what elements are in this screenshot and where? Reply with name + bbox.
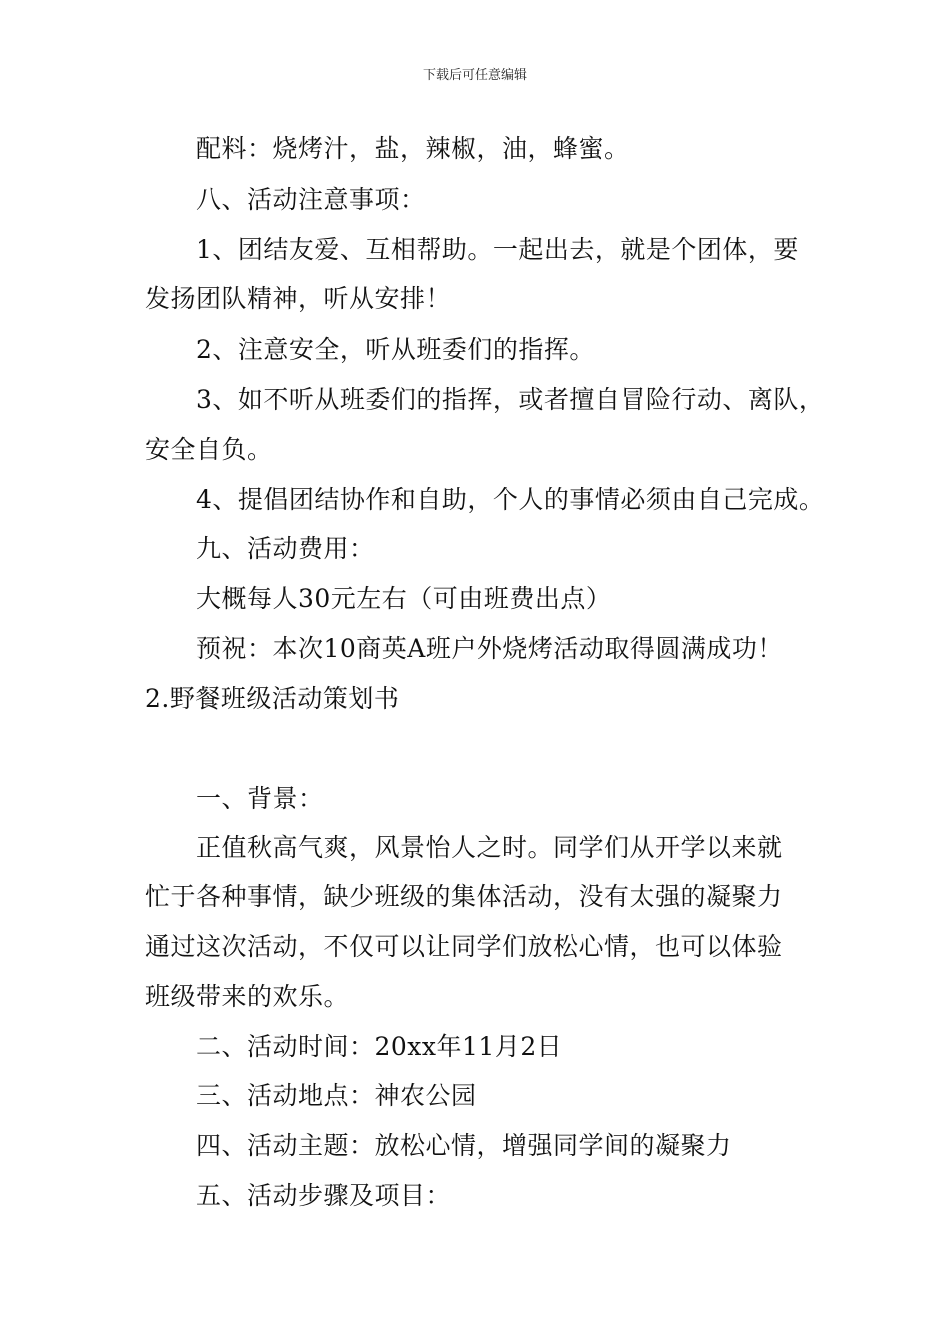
cost-detail: 大概每人30元左右（可由班费出点） <box>196 584 612 613</box>
background-line-4: 班级带来的欢乐。 <box>145 982 350 1011</box>
section-heading-cost: 九、活动费用： <box>196 534 375 563</box>
section-heading-notes: 八、活动注意事项： <box>196 185 426 214</box>
note-1-line-2: 发扬团队精神，听从安排！ <box>145 284 452 313</box>
background-line-1: 正值秋高气爽，风景怡人之时。同学们从开学以来就 <box>196 833 783 862</box>
background-line-3: 通过这次活动，不仅可以让同学们放松心情，也可以体验 <box>145 932 783 961</box>
section-heading-background: 一、背景： <box>196 784 324 813</box>
note-3-line-2: 安全自负。 <box>145 435 273 464</box>
activity-theme: 四、活动主题：放松心情，增强同学间的凝聚力 <box>196 1131 732 1160</box>
note-3-line-1: 3、如不听从班委们的指挥，或者擅自冒险行动、离队， <box>196 385 825 414</box>
ingredients-line: 配料：烧烤汁，盐，辣椒，油，蜂蜜。 <box>196 134 630 163</box>
background-line-2: 忙于各种事情，缺少班级的集体活动，没有太强的凝聚力 <box>145 882 783 911</box>
document-title-2: 2.野餐班级活动策划书 <box>145 684 400 713</box>
activity-location: 三、活动地点：神农公园 <box>196 1081 477 1110</box>
closing-wish: 预祝：本次10商英A班户外烧烤活动取得圆满成功！ <box>196 634 783 663</box>
section-heading-steps: 五、活动步骤及项目： <box>196 1181 452 1210</box>
page-header: 下载后可任意编辑 <box>422 68 527 83</box>
note-2: 2、注意安全，听从班委们的指挥。 <box>196 335 595 364</box>
note-1-line-1: 1、团结友爱、互相帮助。一起出去，就是个团体，要 <box>196 235 799 264</box>
note-4: 4、提倡团结协作和自助，个人的事情必须由自己完成。 <box>196 485 825 514</box>
activity-time: 二、活动时间：20xx年11月2日 <box>196 1032 563 1061</box>
